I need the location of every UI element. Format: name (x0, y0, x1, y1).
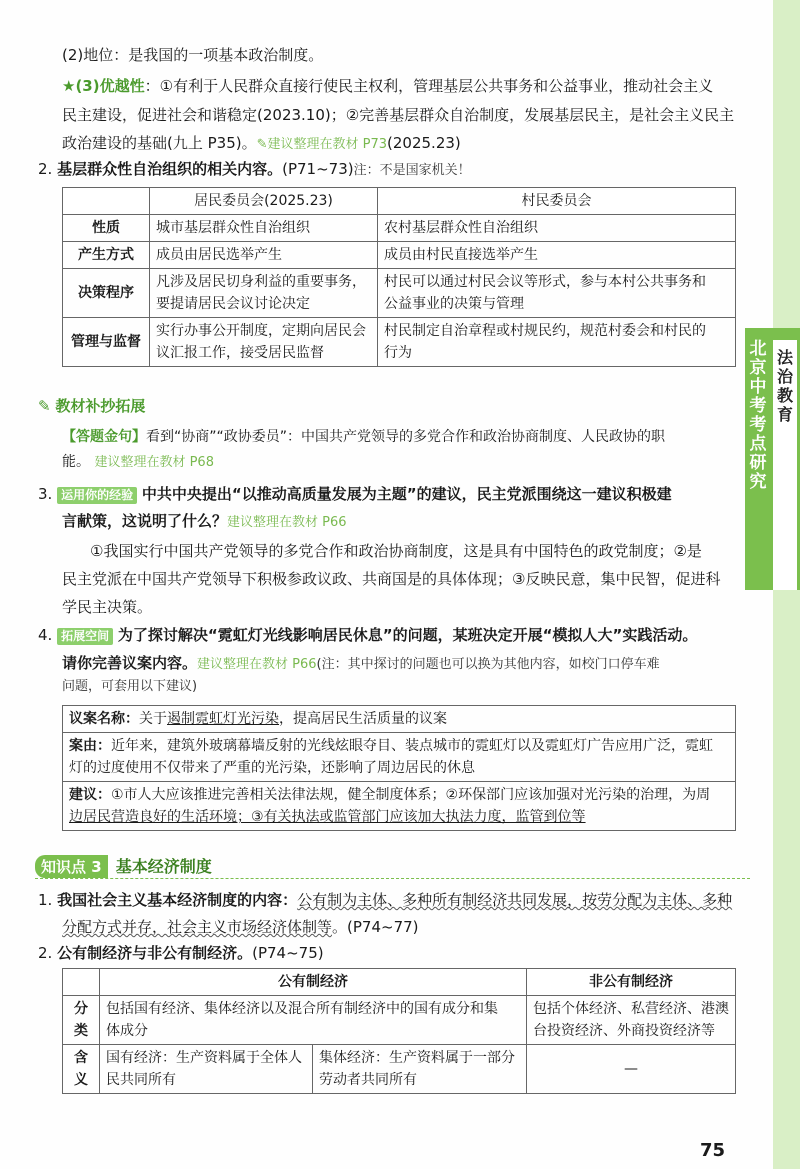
cell-line: 村民可以通过村民会议等形式，参与本村公共事务和 (384, 274, 706, 290)
table-row (63, 1045, 736, 1094)
section-number: 2. (38, 160, 53, 178)
table-header-row (63, 969, 736, 996)
advantage-text-1: ：①有利于人民群众直接行使民主权利，管理基层公共事务和公益事业，推动社会主义 (144, 77, 714, 95)
cell (313, 1045, 527, 1094)
cell (100, 996, 527, 1045)
cell (63, 733, 736, 782)
committee-table (62, 187, 736, 367)
question-4-line-2 (62, 652, 660, 676)
extension-text-2: 能。 (62, 454, 90, 470)
page-ref: (P74~75) (252, 944, 324, 962)
table-header-residents: 居民委员会(2025.23) (150, 188, 378, 215)
proposal-name-row (63, 706, 736, 733)
item-number: 1. (38, 891, 53, 909)
cell-line: 实行办事公开制度，定期向居民会 (156, 323, 366, 339)
proposal-name-text: 关于 (139, 711, 167, 727)
cell-line: 劳动者共同所有 (319, 1072, 417, 1088)
economy-table (62, 968, 736, 1094)
extension-text: 看到“协商”“政协委员”：中国共产党领导的多党合作和政治协商制度、人民政协的职 (146, 429, 666, 445)
econ-2-heading (38, 942, 324, 964)
pen-icon: ✎ (256, 137, 268, 152)
section-title: 基层群众性自治组织的相关内容。 (57, 160, 283, 178)
cell-line: 民共同所有 (106, 1072, 176, 1088)
cell-line: 村民制定自治章程或村规民约，规范村委会和村民的 (384, 323, 706, 339)
para-advantage-2: 民主建设，促进社会和谐稳定(2023.10)；②完善基层群众自治制度，发展基层民主，是社会主义民主 (62, 106, 735, 124)
answer-3-line-2: 民主党派在中国共产党领导下积极参政议政、共商国是的具体体现；③反映民意，集中民智，促进科 (62, 570, 721, 588)
para-status: (2)地位：是我国的一项基本政治制度。 (62, 46, 324, 64)
question-text: 为了探讨解决“霓虹灯光线影响居民休息”的问题，某班决定开展“模拟人大”实践活动。 (117, 626, 698, 644)
question-3-line-2 (62, 510, 347, 534)
side-tab-subject-box (773, 340, 797, 590)
econ-1-content-2: 分配方式并存，社会主义市场经济体制等 (62, 918, 333, 936)
cell: 成员由村民直接选举产生 (378, 242, 736, 269)
page-ref: 。(P74~77) (332, 918, 419, 936)
proposal-suggestion-row (63, 782, 736, 831)
table-header-blank (63, 969, 100, 996)
cell-line: 要提请居民会议讨论决定 (156, 296, 310, 312)
star-marker: ★(3) (62, 77, 100, 95)
item-number: 2. (38, 944, 53, 962)
question-text-2: 请你完善议案内容。 (62, 654, 198, 672)
proposal-case-text-2: 灯的过度使用不仅带来了严重的光污染，还影响了周边居民的休息 (69, 760, 475, 776)
cell (378, 318, 736, 367)
cell: — (527, 1045, 736, 1094)
proposal-table (62, 705, 736, 831)
extension-line-2 (62, 451, 214, 474)
cell-line: 包括国有经济、集体经济以及混合所有制经济中的国有成分和集 (106, 1001, 498, 1017)
cell (150, 318, 378, 367)
answer-3-line-3: 学民主决策。 (62, 598, 153, 616)
question-note: (注：其中探讨的问题也可以换为其他内容，如校门口停车难 (316, 657, 660, 672)
econ-1-line-2 (62, 916, 419, 938)
cell-line: 台投资经济、外商投资经济等 (533, 1023, 715, 1039)
cell (63, 782, 736, 831)
row-header: 分类 (63, 996, 100, 1045)
econ-1-line-1 (38, 889, 732, 911)
question-text: 中共中央提出“以推动高质量发展为主题”的建议，民主党派围绕这一建议积极建 (141, 485, 672, 503)
para-advantage-3 (62, 132, 461, 156)
proposal-case-text: 近年来，建筑外玻璃幕墙反射的光线炫眼夺目、装点城市的霓虹灯以及霓虹灯广告应用广泛，霓虹 (111, 738, 713, 754)
knowledge-point-header (35, 854, 750, 879)
section-note: 注：不是国家机关！ (353, 163, 471, 178)
cell-line: 国有经济：生产资料属于全体人 (106, 1050, 302, 1066)
table-header-blank (63, 188, 150, 215)
kp-number: 3 (91, 858, 102, 876)
cell (100, 1045, 313, 1094)
cell-line: 议汇报工作，接受居民监督 (156, 345, 324, 361)
cell: 农村基层群众性自治组织 (378, 215, 736, 242)
cell: 城市基层群众性自治组织 (150, 215, 378, 242)
proposal-suggestion-text-2: 边居民营造良好的生活环境；③有关执法或监管部门应该加大执法力度，监管到位等 (69, 809, 586, 825)
tip-text: 建议整理在教材 P66 (197, 657, 317, 672)
table-header-row (63, 188, 736, 215)
table-row (63, 269, 736, 318)
cell-line: 公益事业的决策与管理 (384, 296, 524, 312)
question-number: 3. (38, 485, 53, 503)
proposal-name-label: 议案名称： (69, 711, 139, 727)
proposal-case-label: 案由： (69, 738, 111, 754)
table-header-villagers: 村民委员会 (378, 188, 736, 215)
cell (378, 269, 736, 318)
answer-tag: 【答题金句】 (62, 429, 146, 445)
proposal-name-underlined: 遏制霓虹灯光污染 (167, 711, 279, 727)
question-3-line-1 (38, 483, 672, 505)
table-row (63, 318, 736, 367)
experience-badge: 运用你的经验 (57, 487, 137, 504)
row-header: 管理与监督 (63, 318, 150, 367)
proposal-suggestion-text: ①市人大应该推进完善相关法律法规，健全制度体系；②环保部门应该加强对光污染的治理，为周 (111, 787, 711, 803)
question-text-2: 言献策，这说明了什么？ (62, 512, 228, 530)
cell-line: 体成分 (106, 1023, 148, 1039)
tip-text: 建议整理在教材 P73 (267, 137, 388, 152)
question-number: 4. (38, 626, 53, 644)
kp-title: 基本经济制度 (115, 857, 212, 876)
proposal-name-text-2: ，提高居民生活质量的议案 (279, 711, 447, 727)
question-4-line-1 (38, 624, 697, 646)
advantage-label: 优越性 (99, 77, 145, 95)
table-header-nonpublic: 非公有制经济 (527, 969, 736, 996)
cell (150, 269, 378, 318)
extension-line-1 (62, 426, 665, 448)
kp-label-text: 知识点 (41, 858, 87, 876)
side-tab-series: 北京中考考点研究 (749, 339, 767, 492)
table-row (63, 996, 736, 1045)
extension-badge: 拓展空间 (57, 628, 113, 645)
econ-1-content: 公有制为主体、多种所有制经济共同发展，按劳分配为主体、多种 (297, 891, 733, 909)
row-header: 决策程序 (63, 269, 150, 318)
pen-icon: ✎ (38, 397, 51, 415)
cell-line: 行为 (384, 345, 412, 361)
page-number: 75 (700, 1140, 726, 1161)
table-row (63, 242, 736, 269)
advantage-text-3: 政治建设的基础(九上 P35)。 (62, 134, 257, 152)
cell-line: 包括个体经济、私营经济、港澳 (533, 1001, 729, 1017)
page-ref: (P71~73) (282, 160, 354, 178)
extension-heading (38, 395, 145, 417)
cell-line: 凡涉及居民切身利益的重要事务， (156, 274, 366, 290)
econ-2-title: 公有制经济与非公有制经济。 (57, 944, 253, 962)
question-4-note-2: 问题，可套用以下建议) (62, 679, 198, 694)
row-header: 性质 (63, 215, 150, 242)
para-advantage-1 (62, 75, 713, 97)
year-ref: (2025.23) (387, 134, 461, 152)
row-header: 含义 (63, 1045, 100, 1094)
extension-title: 教材补抄拓展 (55, 397, 146, 415)
cell: 成员由居民选举产生 (150, 242, 378, 269)
answer-3-line-1: ①我国实行中国共产党领导的多党合作和政治协商制度，这是具有中国特色的政党制度；②是 (90, 542, 702, 560)
cell-line: 集体经济：生产资料属于一部分 (319, 1050, 515, 1066)
tip-text: 建议整理在教材 P66 (227, 515, 347, 530)
table-header-public: 公有制经济 (100, 969, 527, 996)
tip-text: 建议整理在教材 P68 (94, 455, 214, 470)
cell (527, 996, 736, 1045)
knowledge-point-label (35, 855, 108, 878)
econ-1-title: 我国社会主义基本经济制度的内容： (57, 891, 298, 909)
section-2-heading (38, 158, 471, 182)
row-header: 产生方式 (63, 242, 150, 269)
cell (63, 706, 736, 733)
proposal-case-row (63, 733, 736, 782)
proposal-suggestion-label: 建议： (69, 787, 111, 803)
table-row (63, 215, 736, 242)
side-tab-subject: 法治教育 (776, 348, 793, 424)
